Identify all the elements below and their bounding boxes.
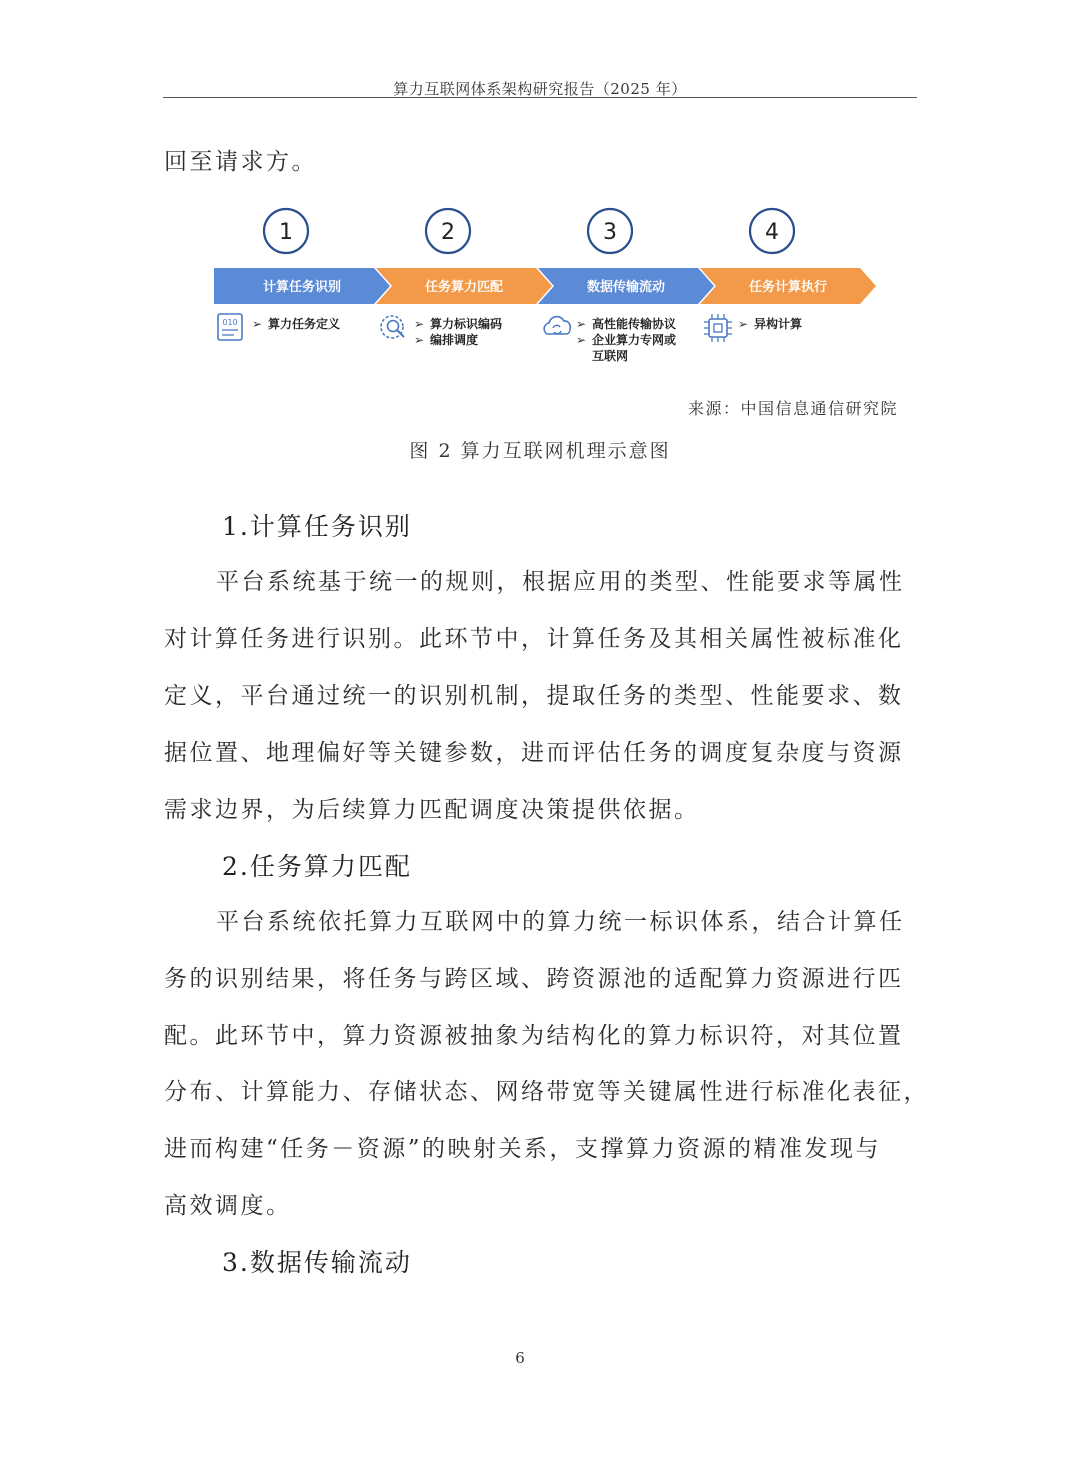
gear-search-icon [381,316,404,338]
report-header-title: 算力互联网体系架构研究报告（2025 年） [393,80,687,98]
arrow-bullet-icon: ➢ [252,317,263,331]
step-number: 2 [441,220,455,245]
paragraph-line: 对计算任务进行识别。此环节中，计算任务及其相关属性被标准化 [164,626,904,652]
step-label: 任务算力匹配 [424,280,504,295]
step-number: 1 [279,220,293,245]
paragraph-line: 进而构建“任务－资源”的映射关系，支撑算力资源的精准发现与 [164,1136,882,1162]
paragraph-line: 定义，平台通过统一的识别机制，提取任务的类型、性能要求、数 [164,683,904,709]
arrow-bullet-icon: ➢ [576,317,587,331]
figure-caption: 图 2 算力互联网机理示意图 [409,440,671,462]
step-label: 计算任务识别 [262,280,342,295]
paragraph-line: 据位置、地理偏好等关键参数，进而评估任务的调度复杂度与资源 [164,740,904,766]
paragraph-line: 平台系统依托算力互联网中的算力统一标识体系，结合计算任 [216,909,905,935]
paragraph-line: 分布、计算能力、存储状态、网络带宽等关键属性进行标准化表征， [164,1079,929,1105]
diagram-step [700,209,876,342]
step-item: 企业算力专网或 [592,333,677,347]
paragraph-line: 配。此环节中，算力资源被抽象为结构化的算力标识符，对其位置 [164,1023,904,1049]
arrow-bullet-icon: ➢ [576,333,587,347]
svg-text:010: 010 [222,318,238,327]
intro-line: 回至请求方。 [164,149,317,175]
page-number: 6 [515,1349,525,1367]
paragraph-line: 务的识别结果，将任务与跨区域、跨资源池的适配算力资源进行匹 [164,966,904,992]
step-item: 编排调度 [430,333,479,347]
step-label: 数据传输流动 [586,280,666,295]
header-divider [163,97,917,98]
diagram-step [376,209,552,347]
figure-source: 来源：中国信息通信研究院 [687,399,898,418]
cloud-sync-icon [544,317,570,334]
paragraph-line: 需求边界，为后续算力匹配调度决策提供依据。 [164,797,700,823]
arrow-bullet-icon: ➢ [414,317,425,331]
step-item: 互联网 [592,349,629,363]
section-heading-3: 3.数据传输流动 [222,1248,412,1277]
code-document-icon [218,314,242,340]
step-label: 任务计算执行 [748,280,828,295]
step-item: 算力任务定义 [268,317,341,331]
section-heading-1: 1.计算任务识别 [222,512,412,541]
step-item: 算力标识编码 [430,317,503,331]
mechanism-diagram [200,198,880,373]
paragraph-line: 平台系统基于统一的规则，根据应用的类型、性能要求等属性 [216,569,905,595]
arrow-bullet-icon: ➢ [738,317,749,331]
cpu-chip-icon [704,314,732,342]
diagram-step [214,209,390,340]
step-item: 异构计算 [754,317,803,331]
paragraph-line: 高效调度。 [164,1193,292,1219]
step-number: 4 [765,220,779,245]
step-item: 高性能传输协议 [592,317,677,331]
diagram-step [538,209,714,363]
arrow-bullet-icon: ➢ [414,333,425,347]
step-number: 3 [603,220,617,245]
section-heading-2: 2.任务算力匹配 [222,852,412,881]
